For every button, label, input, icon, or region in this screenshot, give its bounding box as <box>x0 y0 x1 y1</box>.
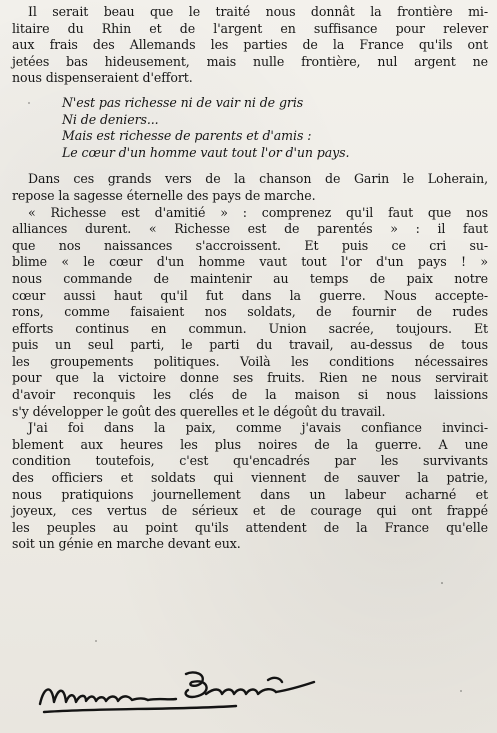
text-line: condition toutefois, c'est qu'encadrés par les survivants <box>12 453 488 469</box>
text-line: joyeux, ces vertus de sérieux et de courage qui ont frappé <box>12 503 488 519</box>
text-line: pour que la victoire donne ses fruits. Rien ne nous servirait <box>12 370 488 386</box>
paragraph-2 <box>12 171 488 204</box>
paragraph-4 <box>12 420 488 553</box>
text-line: cœur aussi haut qu'il fut dans la guerre. Nous accepte- <box>12 287 488 303</box>
text-line: d'avoir reconquis les clés de la maison si nous laissions <box>12 387 488 403</box>
text-line: que nos naissances s'accroissent. Et puis ce cri su- <box>12 237 488 253</box>
text-line: J'ai foi dans la paix, comme j'avais confiance invinci- <box>28 420 488 436</box>
text-line: Dans ces grands vers de la chanson de Garin le Loherain, <box>28 171 488 187</box>
text-line: soit un génie en marche devant eux. <box>12 536 241 552</box>
text-line: les peuples au point qu'ils attendent de la France qu'elle <box>12 519 488 535</box>
text-line: puis un seul parti, le parti du travail, au-dessus de tous <box>12 337 488 353</box>
verse-line: Le cœur d'un homme vaut tout l'or d'un pays. <box>62 144 350 160</box>
text-line: alliances durent. « Richesse est de parentés » : il faut <box>12 221 488 237</box>
text-line: blime « le cœur d'un homme vaut tout l'or d'un pays ! » <box>12 254 488 270</box>
text-line: aux frais des Allemands les parties de la France qu'ils ont <box>12 37 488 53</box>
text-line: « Richesse est d'amitié » : comprenez qu'il faut que nos <box>28 204 488 220</box>
text-line: litaire du Rhin et de l'argent en suffisance pour relever <box>12 20 488 36</box>
print-speck <box>28 102 30 104</box>
print-speck <box>152 244 154 246</box>
text-line: repose la sagesse éternelle des pays de marche. <box>12 187 316 203</box>
verse-quote <box>12 95 488 161</box>
print-speck <box>460 690 462 692</box>
text-line: rons, comme faisaient nos soldats, de fournir de rudes <box>12 304 488 320</box>
text-line: s'y développer le goût des querelles et le dégoût du travail. <box>12 403 386 419</box>
verse-line: Ni de deniers... <box>62 111 159 127</box>
text-line: Il serait beau que le traité nous donnât la frontière mi- <box>28 4 488 19</box>
text-line: des officiers et soldats qui viennent de sauver la patrie, <box>12 470 488 486</box>
text-line: les groupements politiques. Voilà les conditions nécessaires <box>12 353 488 369</box>
text-line: nous commande de maintenir au temps de paix notre <box>12 270 488 286</box>
print-speck <box>95 640 97 642</box>
verse-line: Mais est richesse de parents et d'amis : <box>62 128 312 144</box>
handwritten-signature <box>36 668 336 718</box>
print-speck <box>372 408 374 410</box>
text-line: efforts continus en commun. Union sacrée, toujours. Et <box>12 320 488 336</box>
text-line: nous dispenseraient d'effort. <box>12 70 193 86</box>
verse-line: N'est pas richesse ni de vair ni de gris <box>62 94 304 110</box>
paragraph-1 <box>12 4 488 87</box>
text-line: blement aux heures les plus noires de la guerre. A une <box>12 436 488 452</box>
text-line: nous pratiquions journellement dans un labeur acharné et <box>12 486 488 502</box>
print-speck <box>441 582 443 584</box>
text-line: jetées bas hideusement, mais nulle frontière, nul argent ne <box>12 53 488 69</box>
article-body <box>12 4 488 553</box>
paragraph-3 <box>12 205 488 421</box>
